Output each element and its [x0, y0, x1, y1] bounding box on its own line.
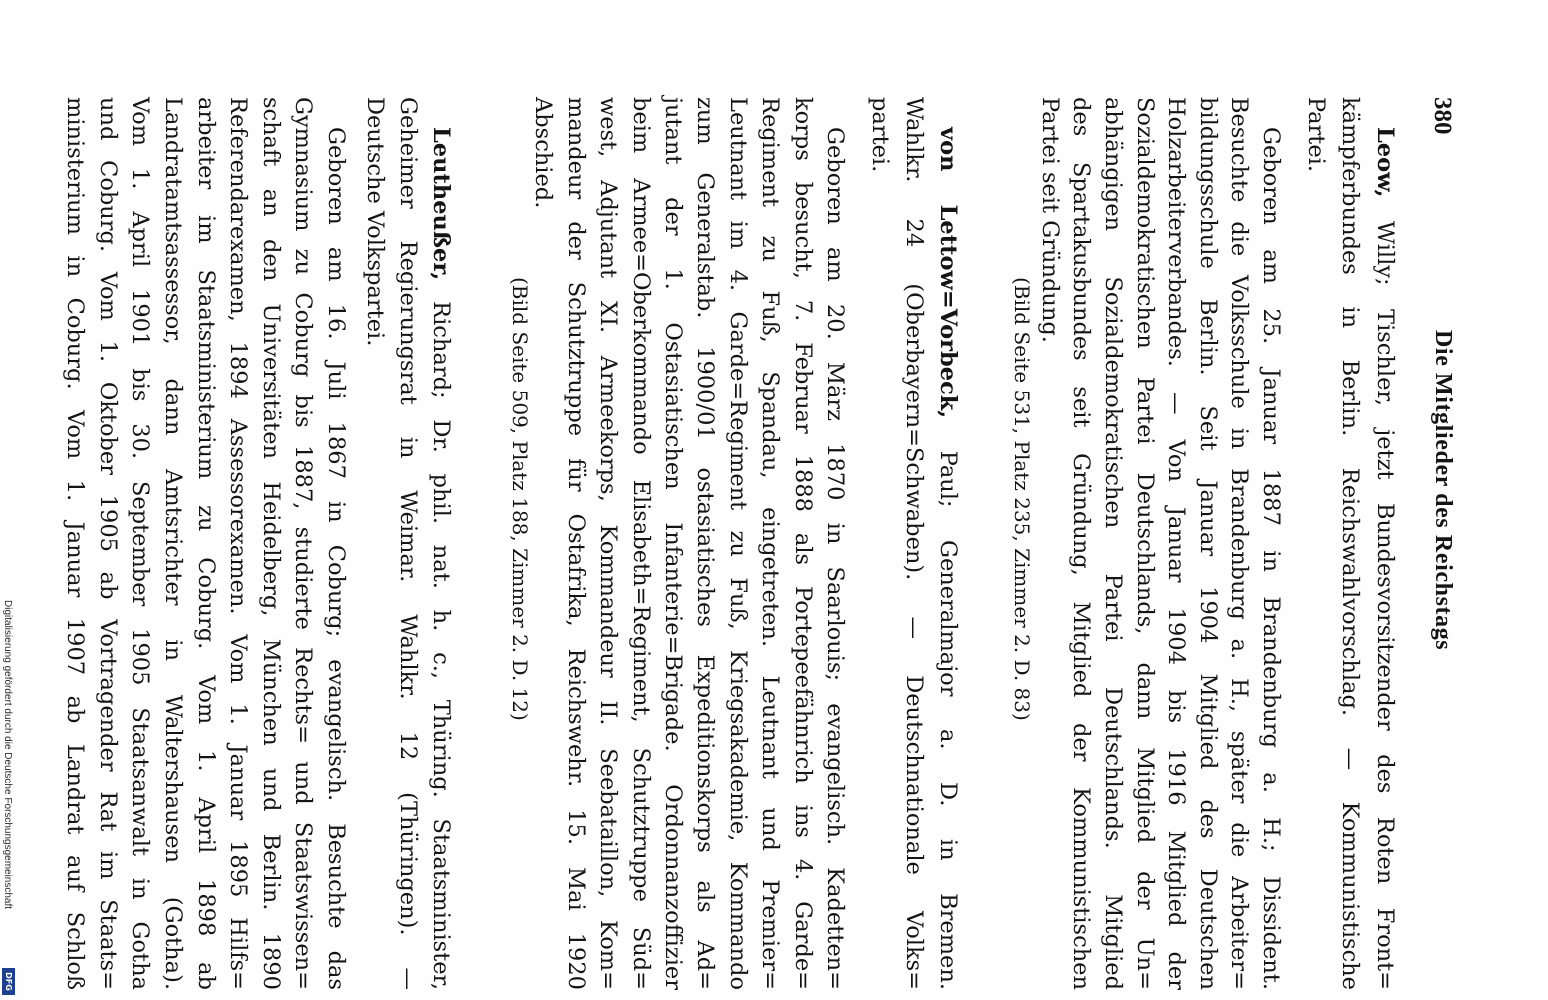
bio-line: ministerium in Coburg. Vom 1. Januar 1907 ab Landrat auf Schloß [62, 97, 89, 990]
bio-line: mandeur der Schutztruppe für Ostafrika, Reichswehr. 15. Mai 1920 [562, 97, 589, 990]
heading-line: Partei. [1303, 97, 1329, 173]
bio-line: Geboren am 20. März 1870 in Saarlouis; evangelisch. Kadetten= [822, 127, 848, 990]
picture-reference-text: (Bild Seite 531, Platz 235, Zimmer 2. D. 83) [1010, 277, 1034, 721]
bio-line: bildungsschule Berlin. Seit Januar 1904 Mitglied des Deutschen [1194, 97, 1221, 990]
bio-line: Geboren am 16. Juli 1867 in Coburg; evangelisch. Besuchte das [323, 127, 349, 990]
bio-line: arbeiter im Staatsministerium zu Coburg. Vom 1. April 1898 ab [192, 97, 219, 990]
heading-line: kämpferbundes in Berlin. Reichswahlvorschlag. — Kommunistische [1337, 97, 1364, 990]
digitization-credit: Digitalisierung gefördert durch die Deutsche Forschungsgemeinschaft [2, 600, 13, 910]
heading-line [424, 97, 457, 990]
bio-line: jutant der 1. Ostasiatischen Infanterie=Brigade. Ordonnanzoffizier [659, 97, 686, 990]
bio-line: Besuchte die Volksschule in Brandenburg a. H., später die Arbeiter= [1226, 97, 1253, 990]
dfg-logo: DFG [2, 968, 15, 995]
biography [1033, 97, 1286, 990]
heading-text: Paul; Generalmajor a. D. in Bremen. [935, 450, 961, 990]
bio-line: west, Adjutant XI. Armeekorps, Kommandeur II. Seebataillon, Kom= [595, 97, 622, 990]
bio-line: schaft an den Universitäten Heidelberg, München und Berlin. 1890 [257, 97, 284, 990]
heading-text: Richard; Dr. phil. nat. h. c., Thüring. Staatsminister, [428, 301, 454, 990]
bio-line: korps besucht, 7. Februar 1888 als Portepeefähnrich ins 4. Garde= [789, 97, 816, 990]
entry-heading [1299, 97, 1403, 990]
biography [527, 97, 851, 990]
bio-line: Abschied. [530, 97, 557, 209]
bio-line: des Spartakusbundes seit Gründung, Mitglied der Kommunistischen [1068, 97, 1095, 990]
bio-line: Holzarbeiterverbandes. — Von Januar 1904 bis 1916 Mitglied der [1163, 97, 1190, 990]
page-number: 380 [1429, 97, 1456, 135]
entry-heading [863, 97, 965, 990]
bio-line: Geboren am 25. Januar 1887 in Brandenburg a. H.; Dissident. [1258, 127, 1284, 990]
heading-line: Wahlkr. 24 (Oberbayern=Schwaben). — Deutschnationale Volks= [901, 97, 927, 990]
running-title: Die Mitglieder des Reichstags [1430, 330, 1456, 651]
bio-line: und Coburg. Vom 1. Oktober 1905 ab Vortragender Rat im Staats= [94, 97, 121, 990]
biography [59, 97, 352, 990]
entry-heading [358, 97, 457, 990]
picture-reference [1006, 97, 1038, 990]
heading-line [1368, 97, 1403, 990]
member-name: Leow, [1372, 127, 1398, 198]
picture-reference [504, 97, 536, 990]
bio-line: zum Generalstab. 1900/01 ostasiatisches Expeditionskorps als Ad= [692, 97, 719, 990]
picture-reference-text: (Bild Seite 509, Platz 188, Zimmer 2. D. 12) [508, 277, 532, 721]
heading-text: Willy; Tischler, jetzt Bundesvorsitzender des Roten Front= [1372, 220, 1398, 991]
member-name: Leutheußer, [428, 127, 454, 281]
bio-line: Referendarexamen, 1894 Assessorexamen. Vom 1. Januar 1895 Hilfs= [225, 97, 252, 990]
heading-line: partei. [867, 97, 893, 173]
bio-line: abhängigen Sozialdemokratischen Partei Deutschlands. Mitglied [1100, 97, 1127, 990]
member-name: von Lettow=Vorbeck, [935, 127, 961, 419]
bio-line: Leutnant im 4. Garde=Regiment zu Fuß, Kriegsakademie, Kommando [724, 97, 751, 990]
bio-line: Gymnasium zu Coburg bis 1887, studierte Rechts= und Staatswissen= [290, 97, 317, 990]
heading-line: Geheimer Regierungsrat in Weimar. Wahlkr. 12 (Thüringen). — [395, 97, 421, 990]
bio-line: Landratamtsassessor, dann Amtsrichter in Waltershausen (Gotha). [160, 97, 187, 990]
heading-line [931, 97, 965, 990]
bio-line: beim Armee=Oberkommando Elisabeth=Regiment, Schutztruppe Süd= [627, 97, 654, 990]
bio-line: Partei seit Gründung. [1036, 97, 1063, 343]
heading-line: Deutsche Volkspartei. [362, 97, 388, 347]
bio-line: Sozialdemokratischen Partei Deutschlands, dann Mitglied der Un= [1131, 97, 1158, 990]
bio-line: Regiment zu Fuß, Spandau, eingetreten. Leutnant und Premier= [757, 97, 784, 990]
bio-line: Vom 1. April 1901 bis 30. September 1905 Staatsanwalt in Gotha [127, 97, 154, 990]
running-header [1426, 97, 1459, 990]
